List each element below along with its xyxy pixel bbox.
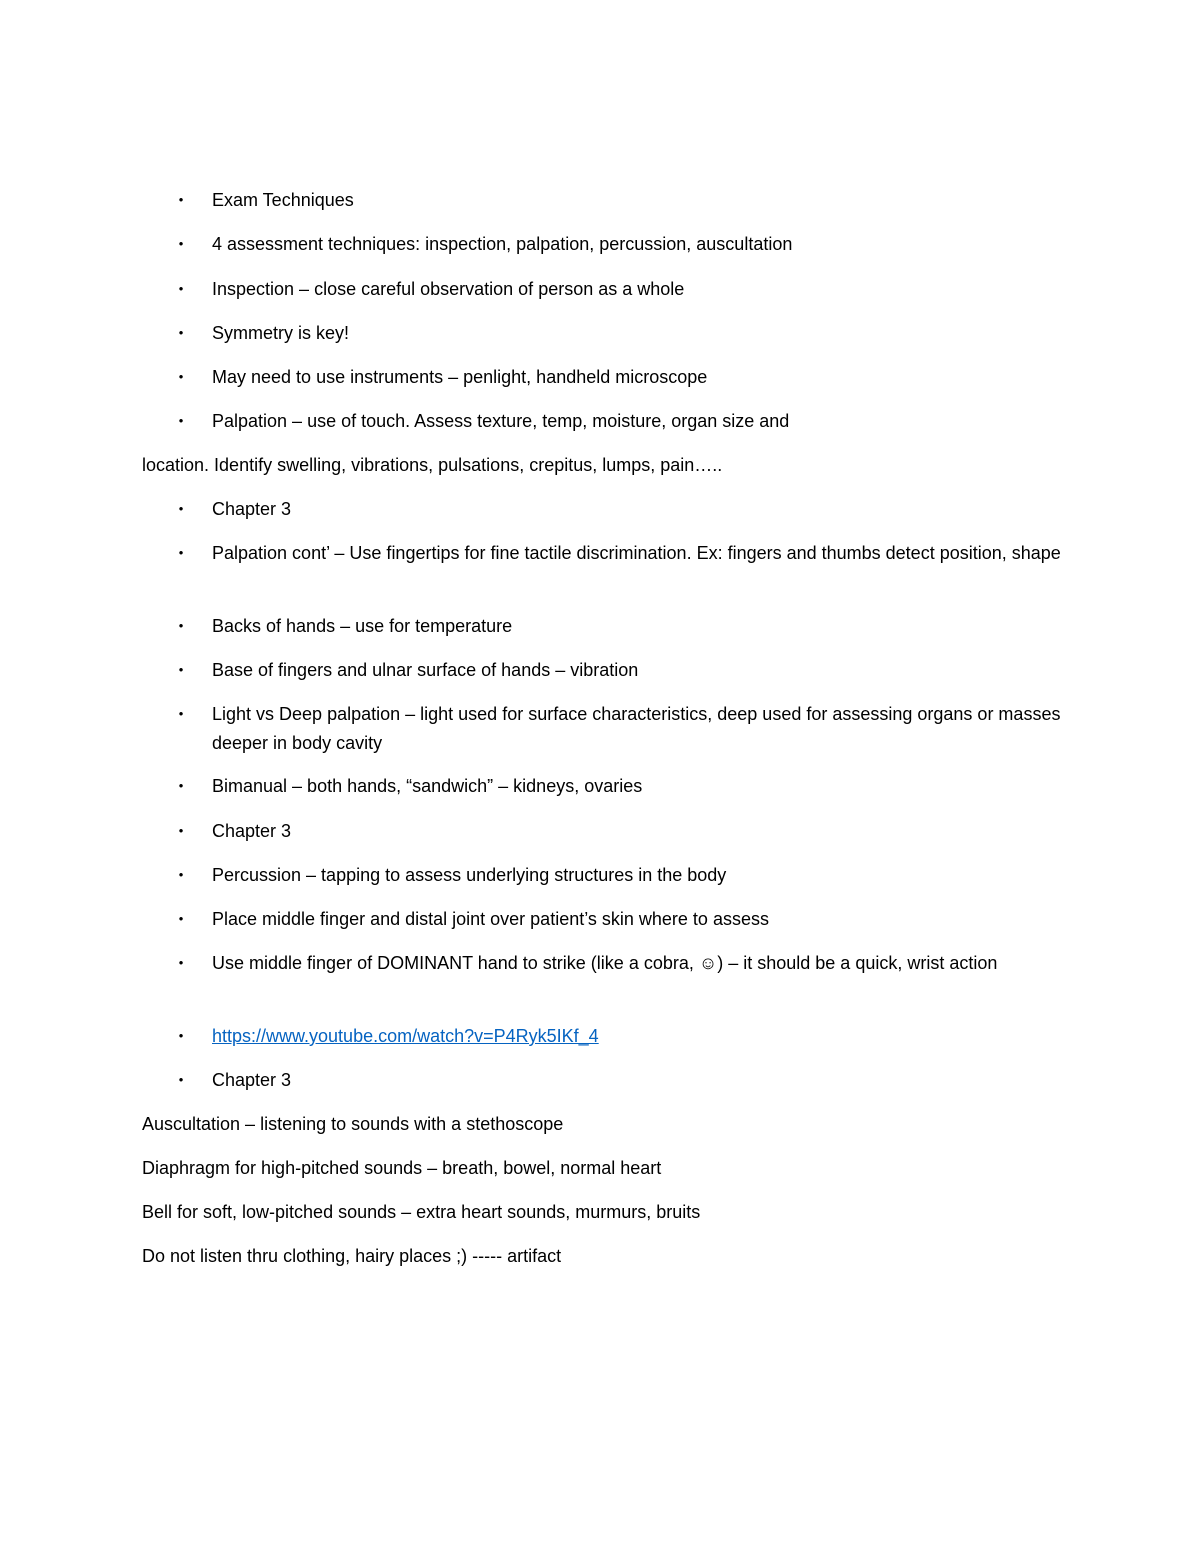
paragraph: Diaphragm for high-pitched sounds – breath, bowel, normal heart <box>142 1158 662 1178</box>
bullet-marker: • <box>178 325 184 340</box>
continuation-text: location. Identify swelling, vibrations, pulsations, crepitus, lumps, pain….. <box>142 455 723 475</box>
list-item-text: Chapter 3 <box>212 821 292 841</box>
list-item-text <box>212 1022 1072 1051</box>
bullet-marker: • <box>178 545 184 560</box>
bullet-marker: • <box>178 778 184 793</box>
bullet-marker: • <box>178 281 184 296</box>
list-item-text: Base of fingers and ulnar surface of hands – vibration <box>212 660 639 680</box>
paragraph: Bell for soft, low-pitched sounds – extra heart sounds, murmurs, bruits <box>142 1202 701 1222</box>
bullet-marker: • <box>178 823 184 838</box>
bullet-marker: • <box>178 867 184 882</box>
list-item-text: Exam Techniques <box>212 190 354 210</box>
list-item-text: Backs of hands – use for temperature <box>212 616 513 636</box>
youtube-link[interactable]: https://www.youtube.com/watch?v=P4Ryk5IKf_4 <box>212 1026 599 1046</box>
bullet-marker: • <box>178 413 184 428</box>
bullet-marker: • <box>178 618 184 633</box>
bullet-marker: • <box>178 911 184 926</box>
bullet-marker: • <box>178 192 184 207</box>
list-item-text: Palpation cont’ – Use fingertips for fine tactile discrimination. Ex: fingers and thumbs detect position, shape <box>212 543 1061 563</box>
list-item-text: Inspection – close careful observation of person as a whole <box>212 279 685 299</box>
list-item-text: Symmetry is key! <box>212 323 350 343</box>
bullet-marker: • <box>178 369 184 384</box>
list-item-text: Bimanual – both hands, “sandwich” – kidneys, ovaries <box>212 776 643 796</box>
list-item-text: Use middle finger of DOMINANT hand to strike (like a cobra, ☺) – it should be a quick, wrist action <box>212 953 998 973</box>
bullet-marker: • <box>178 1028 184 1043</box>
list-item-text: Chapter 3 <box>212 1070 292 1090</box>
list-item-text: May need to use instruments – penlight, handheld microscope <box>212 367 708 387</box>
list-item-text: Percussion – tapping to assess underlying structures in the body <box>212 865 727 885</box>
bullet-marker: • <box>178 662 184 677</box>
list-item-text: Place middle finger and distal joint over patient’s skin where to assess <box>212 909 769 929</box>
paragraph: Do not listen thru clothing, hairy places ;) ----- artifact <box>142 1246 562 1266</box>
bullet-marker: • <box>178 236 184 251</box>
list-item-text: Palpation – use of touch. Assess texture, temp, moisture, organ size and <box>212 411 790 431</box>
list-item-text: Chapter 3 <box>212 499 292 519</box>
bullet-marker: • <box>178 706 184 721</box>
bullet-marker: • <box>178 501 184 516</box>
list-item-text: Light vs Deep palpation – light used for surface characteristics, deep used for assessing organs or masses deeper in body cavity <box>212 704 1061 753</box>
bullet-marker: • <box>178 955 184 970</box>
paragraph: Auscultation – listening to sounds with a stethoscope <box>142 1114 564 1134</box>
bullet-marker: • <box>178 1072 184 1087</box>
list-item-text: 4 assessment techniques: inspection, palpation, percussion, auscultation <box>212 234 793 254</box>
